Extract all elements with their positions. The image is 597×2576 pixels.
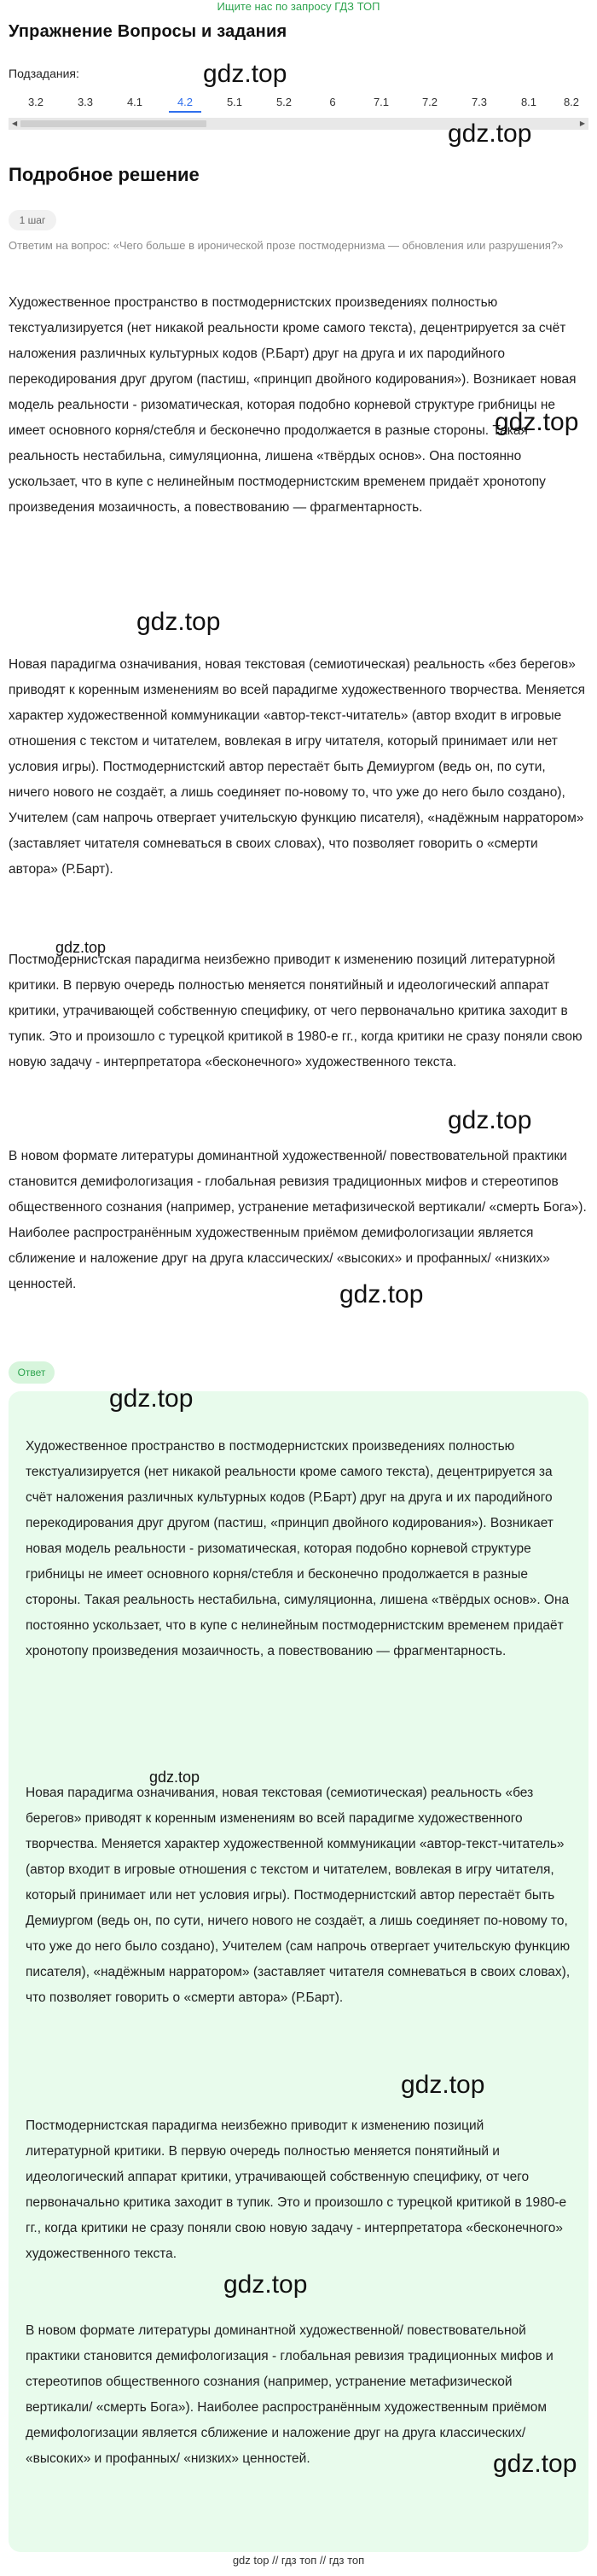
solution-paragraph: В новом формате литературы доминантной художественной/ повествовательной практики становится демифологизация - глобальная ревизия традиционных мифов и стереотипов общественного сознания (например, устранение метафизической вертикали/ «смерть Бога»). Наиболее распространённым художественным приёмом демифологизации является сближение и наложение друг на друга классических/ «высоких» и профанных/ «низких» ценностей. [9, 1149, 587, 1291]
solution-paragraph: Новая парадигма означивания, новая текстовая (семиотическая) реальность «без берегов» приводят к коренным изменениям во всей парадигме художественного творчества. Меняется характер художественной коммуникации «автор-текст-читатель» (автор входит в игровые отношения с текстом и читателем, вовлекая в игру читателя, который принимает или нет условия игры). Постмодернистский автор перестаёт быть Демиургом (ведь он, по сути, ничего нового не создаёт, а лишь соединяет по-новому то, что уже до него было создано), Учителем (сам напрочь отвергает учительскую функцию писателя), «надёжным нарратором» (заставляет читателя сомневаться в своих словах), что позволяет говорить о «смерти автора» (Р.Барт). [9, 657, 586, 877]
solution-paragraph: Художественное пространство в постмодернистских произведениях полностью текстуализируется (нет никакой реальности кроме самого текста), децентрируется за счёт наложения различных культурных кодов (Р.Барт) друг на друга и их пародийного перекодирования друг другом (пастиш, «принцип двойного кодирования»). Возникает новая модель реальности - ризоматическая, которая подобно корневой структуре грибницы не имеет основного корня/стебля и бесконечно продолжается в разные стороны. Такая реальность нестабильна, симуляционна, лишена «твёрдых основ». Она постоянно ускользает, что в купе с нелинейным постмодернистским временем придаёт хронотопу произведения мозаичность, а повествованию — фрагментарность. [9, 295, 577, 515]
tab-6[interactable]: 6 [329, 96, 336, 108]
watermark: gdz.top [136, 608, 221, 636]
tab-3-3[interactable]: 3.3 [77, 96, 94, 108]
scrollbar-thumb[interactable] [20, 120, 206, 127]
watermark: gdz.top [109, 1384, 194, 1413]
watermark: gdz.top [401, 2071, 485, 2099]
search-hint-banner: Ищите нас по запросу ГДЗ ТОП [217, 0, 380, 13]
subtasks-label: Подзадания: [9, 67, 79, 80]
watermark: gdz.top [339, 1280, 424, 1308]
watermark: gdz.top [203, 60, 287, 88]
active-tab-indicator [169, 111, 201, 113]
step-badge: 1 шаг [9, 210, 56, 230]
scroll-right-arrow-icon[interactable]: ▶ [579, 119, 585, 127]
tab-4-1[interactable]: 4.1 [126, 96, 143, 108]
scroll-left-arrow-icon[interactable]: ◀ [12, 119, 18, 127]
tab-8-1[interactable]: 8.1 [520, 96, 537, 108]
footer-links: gdz top // гдз топ // гдз топ [232, 2554, 365, 2567]
watermark: gdz.top [149, 1769, 200, 1786]
answer-badge: Ответ [9, 1361, 55, 1384]
tab-7-3[interactable]: 7.3 [471, 96, 488, 108]
answer-paragraph: Художественное пространство в постмодернистских произведениях полностью текстуализируется (нет никакой реальности кроме самого текста), децентрируется за счёт наложения различных культурных кодов (Р.Барт) друг на друга и их пародийного перекодирования друг другом (пастиш, «принцип двойного кодирования»). Возникает новая модель реальности - ризоматическая, которая подобно корневой структуре грибницы не имеет основного корня/стебля и бесконечно продолжается в разные стороны. Такая реальность нестабильна, симуляционна, лишена «твёрдых основ». Она постоянно ускользает, что в купе с нелинейным постмодернистским временем придаёт хронотопу произведения мозаичность, а повествованию — фрагментарность. [26, 1439, 570, 1658]
watermark: gdz.top [495, 408, 579, 436]
tab-3-2[interactable]: 3.2 [27, 96, 44, 108]
tab-7-2[interactable]: 7.2 [421, 96, 438, 108]
watermark: gdz.top [448, 119, 532, 148]
question-text: Ответим на вопрос: «Чего больше в иронической прозе постмодернизма — обновления или разрушения?» [9, 239, 564, 252]
watermark: gdz.top [493, 2450, 577, 2478]
tab-4-2[interactable]: 4.2 [177, 96, 194, 108]
tab-5-2[interactable]: 5.2 [275, 96, 293, 108]
answer-paragraph: Новая парадигма означивания, новая текстовая (семиотическая) реальность «без берегов» приводят к коренным изменениям во всей парадигме художественного творчества. Меняется характер художественной коммуникации «автор-текст-читатель» (автор входит в игровые отношения с текстом и читателем, вовлекая в игру читателя, который принимает или нет условия игры). Постмодернистский автор перестаёт быть Демиургом (ведь он, по сути, ничего нового не создаёт, а лишь соединяет по-новому то, что уже до него было создано), Учителем (сам напрочь отвергает учительскую функцию писателя), «надёжным нарратором» (заставляет читателя сомневаться в своих словах), что позволяет говорить о «смерти автора» (Р.Барт). [26, 1786, 571, 2005]
page-title: Упражнение Вопросы и задания [9, 22, 287, 41]
solution-paragraph: Постмодернистская парадигма неизбежно приводит к изменению позиций литературной критики. В первую очередь полностью меняется понятийный и идеологический аппарат критики, утрачивающей собственную специфику, от чего первоначально критика заходит в тупик. Это и произошло с турецкой критикой в 1980-е гг., когда критики не сразу поняли свою новую задачу - интерпретатора «бесконечного» художественного текста. [9, 953, 583, 1069]
watermark: gdz.top [223, 2270, 308, 2299]
watermark: gdz.top [448, 1106, 532, 1134]
watermark: gdz.top [55, 939, 107, 956]
answer-paragraph: Постмодернистская парадигма неизбежно приводит к изменению позиций литературной критики. В первую очередь полностью меняется понятийный и идеологический аппарат критики, утрачивающей собственную специфику, от чего первоначально критика заходит в тупик. Это и произошло с турецкой критикой в 1980-е гг., когда критики не сразу поняли свою новую задачу - интерпретатора «бесконечного» художественного текста. [26, 2118, 567, 2261]
tab-7-1[interactable]: 7.1 [373, 96, 390, 108]
section-title: Подробное решение [9, 164, 200, 185]
tab-8-2[interactable]: 8.2 [563, 96, 580, 108]
tab-5-1[interactable]: 5.1 [226, 96, 243, 108]
subtask-tabs [0, 92, 597, 116]
answer-paragraph: В новом формате литературы доминантной художественной/ повествовательной практики становится демифологизация - глобальная ревизия традиционных мифов и стереотипов общественного сознания (например, устранение метафизической вертикали/ «смерть Бога»). Наиболее распространённым художественным приёмом демифологизации является сближение и наложение друг на друга классических/ «высоких» и профанных/ «низких» ценностей. [26, 2323, 554, 2466]
